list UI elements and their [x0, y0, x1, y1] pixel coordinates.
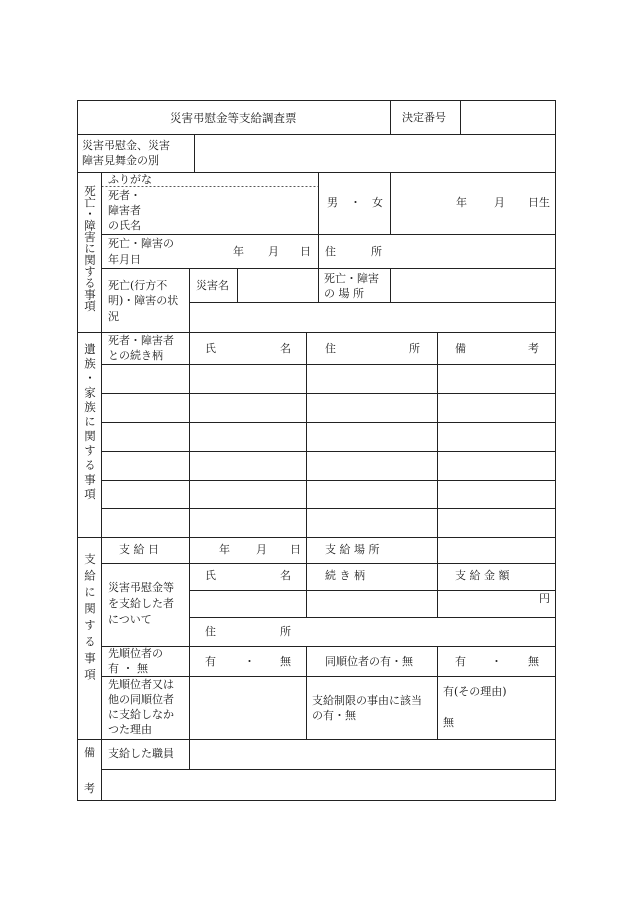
- family-col-address-b: 所: [409, 342, 420, 355]
- sex-female[interactable]: 女: [372, 196, 383, 209]
- staff-field[interactable]: [195, 743, 550, 765]
- family-col-relation-line2: との続き柄: [108, 349, 163, 362]
- deceased-section-label: 死亡・障害に関する事項: [83, 185, 97, 312]
- family-col-name-b: 名: [280, 342, 291, 355]
- pay-place-label: 支 給 場 所: [325, 543, 380, 556]
- sex-separator: ・: [350, 196, 361, 209]
- address-label-b: 所: [371, 245, 382, 258]
- same-rank-label: 同順位者の有・無: [325, 655, 413, 668]
- recipient-relation-label: 続 き 柄: [325, 569, 365, 582]
- death-year-label: 年: [233, 245, 244, 258]
- decision-number-label: 決定番号: [402, 111, 446, 124]
- death-place-field[interactable]: [395, 273, 550, 297]
- death-day-label: 日: [300, 245, 311, 258]
- recipient-label-line2: を支給した者: [108, 597, 174, 610]
- type-label-line2: 障害見舞金の別: [82, 154, 159, 167]
- pay-day-label: 日: [290, 543, 301, 556]
- situation-field[interactable]: [195, 307, 550, 327]
- family-col-relation-line1: 死者・障害者: [108, 334, 174, 347]
- remarks-field[interactable]: [106, 773, 550, 796]
- name-label-line2: 障害者: [108, 204, 141, 217]
- priority-no[interactable]: 無: [280, 655, 291, 668]
- decision-number-field[interactable]: [468, 111, 548, 127]
- reason-label-line4: つた理由: [108, 723, 152, 736]
- family-col-address-a: 住: [325, 342, 336, 355]
- reason-label-line3: に支給しなか: [108, 708, 174, 721]
- recipient-address-b: 所: [280, 625, 291, 638]
- name-label-line1: 死者・: [108, 189, 141, 202]
- priority-separator: ・: [244, 655, 255, 668]
- pay-month-label: 月: [256, 543, 267, 556]
- name-label-line3: の氏名: [108, 219, 141, 232]
- pay-year-label: 年: [219, 543, 230, 556]
- type-label-line1: 災害弔慰金、災害: [82, 139, 170, 152]
- disaster-name-label: 災害名: [196, 279, 229, 292]
- sex-male[interactable]: 男: [327, 196, 338, 209]
- remarks-label-a: 備: [84, 746, 95, 759]
- currency-label: 円: [539, 592, 550, 605]
- amount-label: 支 給 金 額: [455, 569, 510, 582]
- reason-field[interactable]: [195, 682, 300, 734]
- furigana-label: ふりがな: [108, 173, 152, 186]
- recipient-label-line3: について: [108, 613, 152, 626]
- staff-label: 支給した職員: [108, 747, 174, 760]
- type-field[interactable]: [200, 146, 550, 166]
- restriction-label-line1: 支給制限の事由に該当: [312, 694, 422, 707]
- recipient-name-b: 名: [280, 569, 291, 582]
- recipient-name-a: 氏: [205, 569, 216, 582]
- same-rank-yes[interactable]: 有: [455, 655, 466, 668]
- recipient-address-a: 住: [205, 625, 216, 638]
- disaster-name-field[interactable]: [242, 273, 314, 297]
- death-month-label: 月: [268, 245, 279, 258]
- birth-day-label: 日生: [528, 196, 550, 209]
- priority-label-line1: 先順位者の: [108, 647, 163, 660]
- same-rank-separator: ・: [491, 655, 502, 668]
- deceased-name-field[interactable]: [175, 195, 310, 225]
- family-col-name-a: 氏: [205, 342, 216, 355]
- family-col-remarks-a: 備: [455, 342, 466, 355]
- situation-label-line2: 明)・障害の状: [108, 294, 179, 307]
- priority-label-line2: 有 ・ 無: [108, 662, 148, 675]
- address-label-a: 住: [325, 245, 336, 258]
- family-section-label: 遺族・家族に関する事項: [83, 343, 97, 503]
- restriction-label-line2: の有・無: [312, 709, 356, 722]
- reason-label-line2: 他の同順位者: [108, 693, 174, 706]
- restriction-yes[interactable]: 有(その理由): [443, 685, 507, 698]
- place-label-line1: 死亡・障害: [324, 272, 379, 285]
- place-label-line2: の 場 所: [324, 287, 364, 300]
- deceased-address-field[interactable]: [395, 240, 550, 264]
- reason-label-line1: 先順位者又は: [108, 678, 174, 691]
- situation-label-line1: 死亡(行方不: [108, 279, 168, 292]
- date-label-line2: 年月日: [108, 253, 141, 266]
- same-rank-no[interactable]: 無: [528, 655, 539, 668]
- remarks-label-b: 考: [84, 782, 95, 795]
- restriction-no[interactable]: 無: [443, 716, 454, 729]
- birth-month-label: 月: [494, 196, 505, 209]
- form-title: 災害弔慰金等支給調査票: [170, 111, 297, 125]
- pay-date-label: 支 給 日: [119, 543, 159, 556]
- payment-section-label: 支給に関する事項: [83, 553, 97, 685]
- situation-label-line3: 況: [108, 310, 119, 323]
- priority-yes[interactable]: 有: [205, 655, 216, 668]
- recipient-label-line1: 災害弔慰金等: [108, 581, 174, 594]
- birth-year-label: 年: [456, 196, 467, 209]
- date-label-line1: 死亡・障害の: [108, 237, 174, 250]
- family-col-remarks-b: 考: [528, 342, 539, 355]
